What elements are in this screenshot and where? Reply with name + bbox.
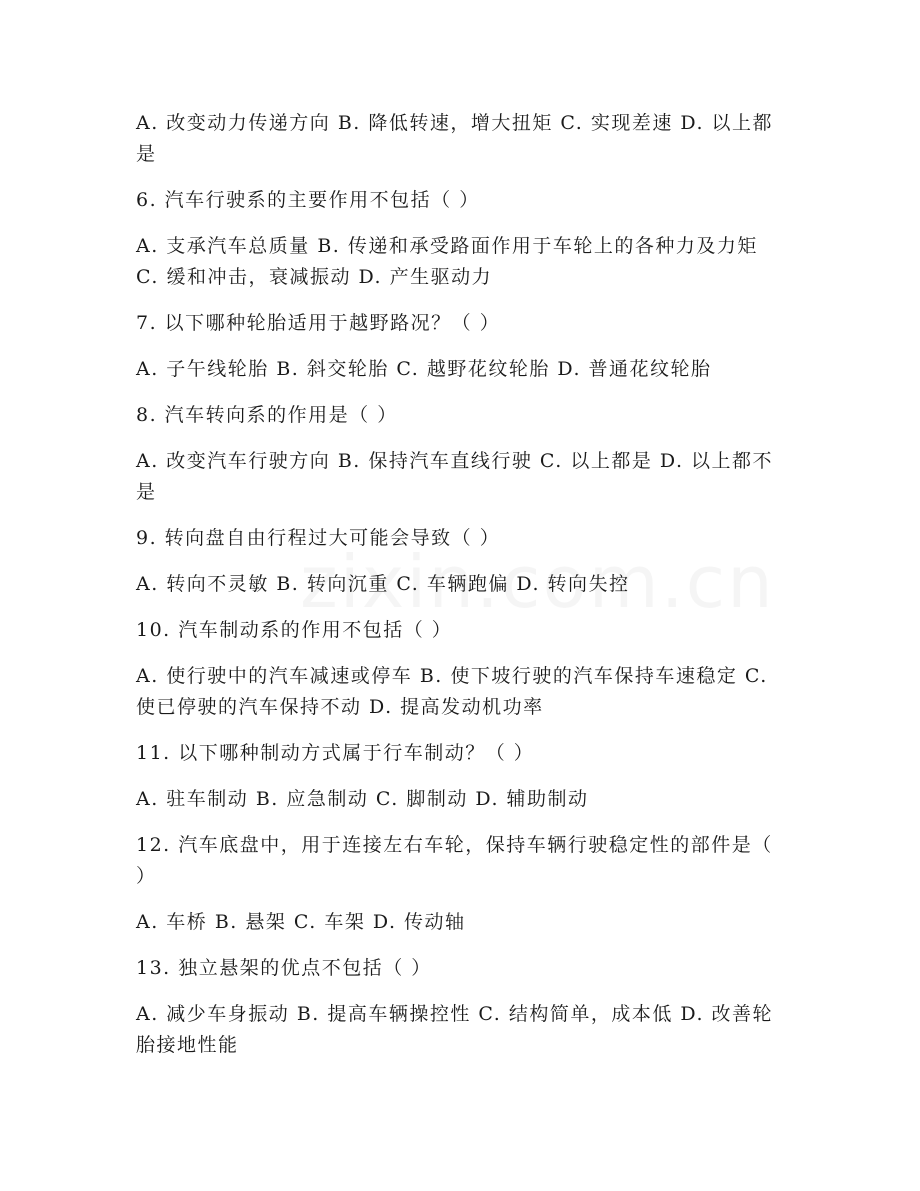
options-q10: A. 使行驶中的汽车减速或停车 B. 使下坡行驶的汽车保持车速稳定 C. 使已停驶的汽车保持不动 D. 提高发动机功率 bbox=[136, 665, 768, 718]
question-13: 13. 独立悬架的优点不包括（ ） bbox=[136, 957, 432, 979]
question-9: 9. 转向盘自由行程过大可能会导致（ ） bbox=[136, 527, 501, 549]
question-6: 6. 汽车行驶系的主要作用不包括（ ） bbox=[136, 189, 480, 211]
options-q13: A. 减少车身振动 B. 提高车辆操控性 C. 结构简单，成本低 D. 改善轮胎接地性能 bbox=[136, 1003, 774, 1056]
question-11: 11. 以下哪种制动方式属于行车制动？（ ） bbox=[136, 742, 535, 764]
options-q7: A. 子午线轮胎 B. 斜交轮胎 C. 越野花纹轮胎 D. 普通花纹轮胎 bbox=[136, 358, 712, 380]
options-q12: A. 车桥 B. 悬架 C. 车架 D. 传动轴 bbox=[136, 911, 466, 933]
options-q6: A. 支承汽车总质量 B. 传递和承受路面作用于车轮上的各种力及力矩 C. 缓和冲击，衰减振动 D. 产生驱动力 bbox=[136, 235, 758, 288]
question-10: 10. 汽车制动系的作用不包括（ ） bbox=[136, 619, 453, 641]
options-q11: A. 驻车制动 B. 应急制动 C. 脚制动 D. 辅助制动 bbox=[136, 788, 589, 810]
options-q5: A. 改变动力传递方向 B. 降低转速，增大扭矩 C. 实现差速 D. 以上都是 bbox=[136, 112, 774, 165]
options-q9: A. 转向不灵敏 B. 转向沉重 C. 车辆跑偏 D. 转向失控 bbox=[136, 573, 630, 595]
question-7: 7. 以下哪种轮胎适用于越野路况？（ ） bbox=[136, 312, 501, 334]
options-q8: A. 改变汽车行驶方向 B. 保持汽车直线行驶 C. 以上都是 D. 以上都不是 bbox=[136, 450, 774, 503]
question-8: 8. 汽车转向系的作用是（ ） bbox=[136, 404, 398, 426]
question-list bbox=[136, 108, 784, 1076]
question-12: 12. 汽车底盘中，用于连接左右车轮，保持车辆行驶稳定性的部件是（ ） bbox=[136, 834, 773, 887]
